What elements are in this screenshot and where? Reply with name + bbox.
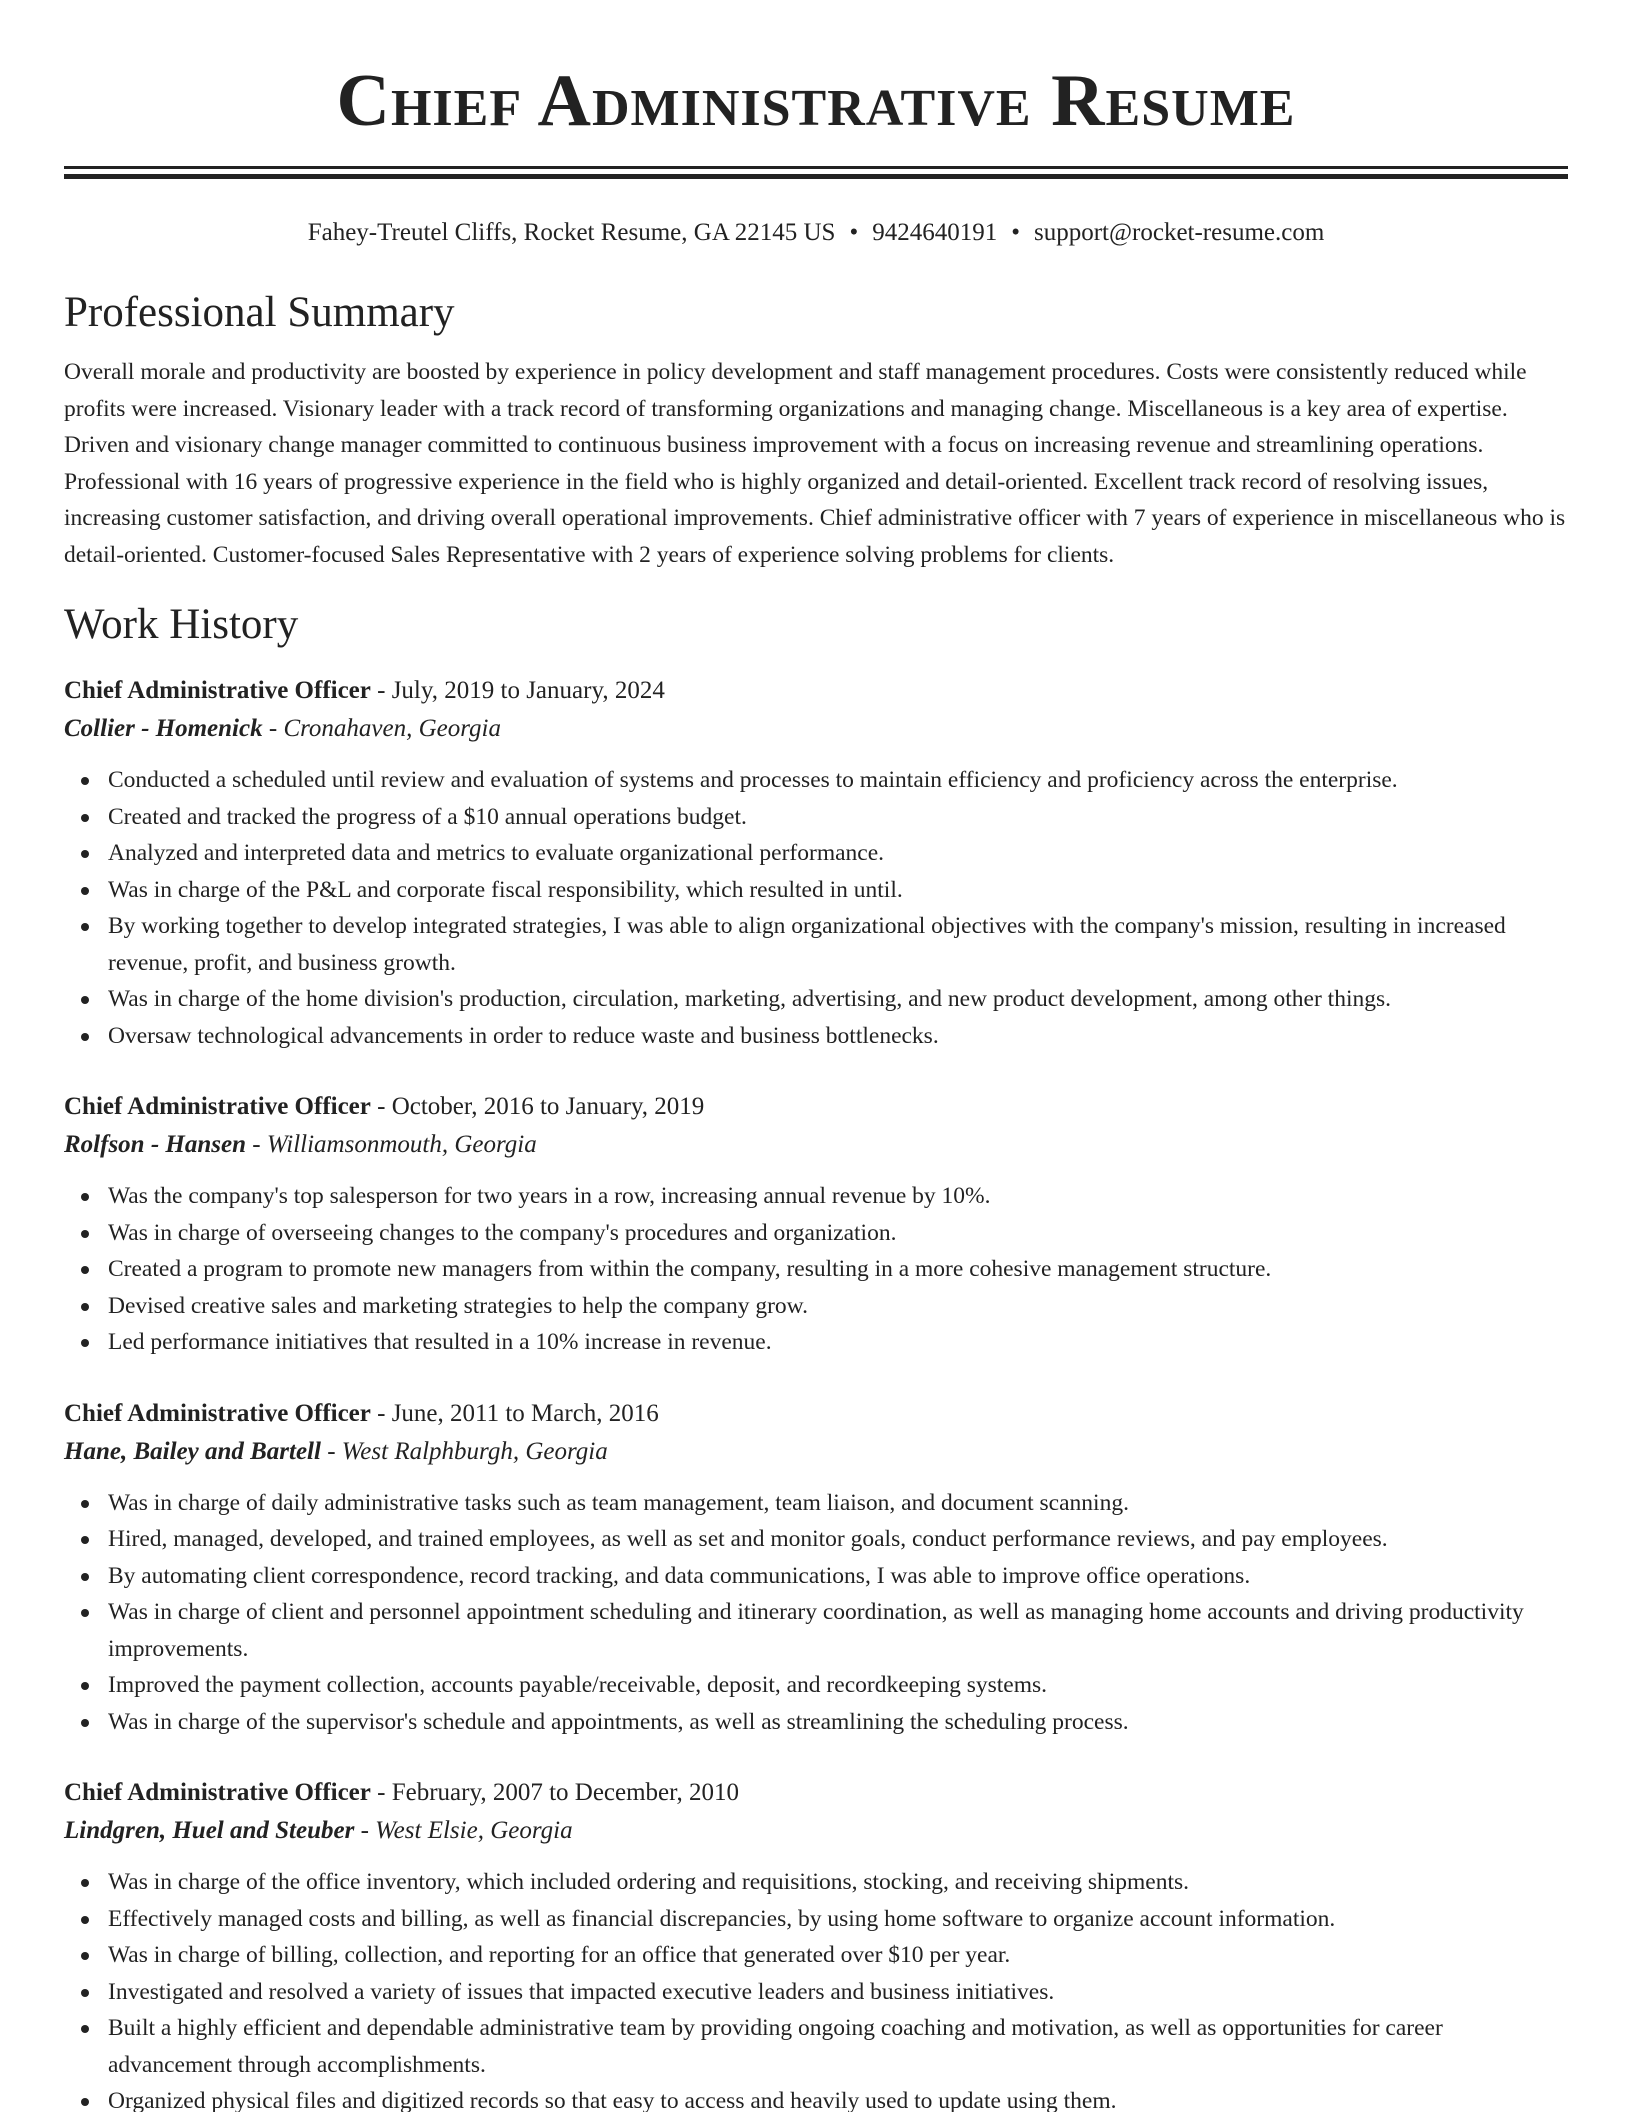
job-dash: - [320,1437,342,1465]
job-dash: - [245,1131,267,1158]
contact-line [64,213,1568,253]
contact-phone: 9424640191 [872,219,998,246]
job-duties-list [64,1178,1568,1361]
duty-item: Devised creative sales and marketing strategies to help the company grow. [64,1288,1568,1325]
job-company-line [64,1812,1568,1850]
resume-title: Chief Administrative Resume [336,60,1296,142]
job-role: Chief Administrative Officer [64,1779,371,1806]
job-duties-list [64,1864,1568,2112]
job-dates: February, 2007 to December, 2010 [391,1779,739,1806]
duty-item: Was in charge of daily administrative tasks such as team management, team liaison, and document scanning. [64,1485,1568,1522]
duty-item: Oversaw technological advancements in order to reduce waste and business bottlenecks. [64,1018,1568,1055]
job-duties-list [64,1485,1568,1741]
duty-item: Organized physical files and digitized records so that easy to access and heavily used to update using them. [64,2083,1568,2112]
duty-item: Built a highly efficient and dependable administrative team by providing ongoing coaching and motivation, as well as opportunities for career advancement through accomplishments. [64,2010,1568,2083]
job-dash: - [370,1779,392,1806]
duty-item: Investigated and resolved a variety of issues that impacted executive leaders and business initiatives. [64,1974,1568,2011]
job-header [64,672,1568,710]
duty-item: Created a program to promote new managers from within the company, resulting in a more cohesive management structure. [64,1251,1568,1288]
job-role: Chief Administrative Officer [64,1399,371,1427]
job-entry [64,1774,1568,2112]
header-divider-thin [64,166,1568,169]
job-role: Chief Administrative Officer [64,677,371,704]
job-dash: - [370,677,392,704]
duty-item: Conducted a scheduled until review and evaluation of systems and processes to maintain efficiency and proficiency across the enterprise. [64,762,1568,799]
job-location: West Ralphburgh, Georgia [341,1437,608,1465]
job-entry [64,672,1568,1054]
contact-separator: • [1011,219,1020,246]
duty-item: Was in charge of the office inventory, which included ordering and requisitions, stocking, and receiving shipments. [64,1864,1568,1901]
duty-item: Was in charge of the P&L and corporate fiscal responsibility, which resulted in until. [64,872,1568,909]
duty-item: Was in charge of client and personnel appointment scheduling and itinerary coordination, as well as managing home accounts and driving productivity improvements. [64,1594,1568,1667]
work-history-list [64,672,1568,2112]
job-company: Collier - Homenick [64,715,263,742]
duty-item: By automating client correspondence, record tracking, and data communications, I was able to improve office operations. [64,1558,1568,1595]
job-role: Chief Administrative Officer [64,1093,371,1120]
duty-item: Analyzed and interpreted data and metrics to evaluate organizational performance. [64,835,1568,872]
job-entry [64,1395,1568,1741]
job-dates: June, 2011 to March, 2016 [391,1399,659,1427]
duty-item: Hired, managed, developed, and trained employees, as well as set and monitor goals, conduct performance reviews, and pay employees. [64,1521,1568,1558]
contact-address: Fahey-Treutel Cliffs, Rocket Resume, GA 22145 US [307,219,836,246]
duty-item: Effectively managed costs and billing, as well as financial discrepancies, by using home software to organize account information. [64,1901,1568,1938]
job-dash: - [354,1817,376,1844]
contact-email: support@rocket-resume.com [1034,219,1325,246]
contact-separator: • [849,219,859,246]
job-dash: - [370,1399,392,1427]
summary-text: Overall morale and productivity are boosted by experience in policy development and staff management procedures. Costs were consistently reduced while profits were increased. Visionary leader with a track record of transforming organizations and managing change. Miscellaneous is a key area of expertise. Driven and visionary change manager committed to continuous business improvement with a focus on increasing revenue and streamlining operations. Professional with 16 years of progressive experience in the field who is highly organized and detail-oriented. Excellent track record of resolving issues, increasing customer satisfaction, and driving overall operational improvements. Chief administrative officer with 7 years of experience in miscellaneous who is detail-oriented. Customer-focused Sales Representative with 2 years of experience solving problems for clients. [64,359,1566,568]
summary-heading: Professional Summary [64,289,455,336]
work-history-heading: Work History [64,601,299,648]
duty-item: Led performance initiatives that resulted in a 10% increase in revenue. [64,1324,1568,1361]
duty-item: Was in charge of the supervisor's schedule and appointments, as well as streamlining the scheduling process. [64,1704,1568,1741]
job-dash: - [370,1093,392,1120]
job-company: Rolfson - Hansen [64,1131,246,1158]
job-location: Williamsonmouth, Georgia [266,1131,537,1158]
job-location: West Elsie, Georgia [375,1817,573,1844]
job-entry [64,1088,1568,1361]
duty-item: Was in charge of the home division's production, circulation, marketing, advertising, and new product development, among other things. [64,981,1568,1018]
job-header [64,1395,1568,1433]
job-header [64,1088,1568,1126]
job-duties-list [64,762,1568,1054]
duty-item: Was the company's top salesperson for two years in a row, increasing annual revenue by 10%. [64,1178,1568,1215]
duty-item: Improved the payment collection, accounts payable/receivable, deposit, and recordkeeping systems. [64,1667,1568,1704]
job-header [64,1774,1568,1812]
job-dash: - [262,715,284,742]
job-company-line [64,710,1568,748]
job-company: Hane, Bailey and Bartell [64,1437,321,1465]
duty-item: Was in charge of overseeing changes to the company's procedures and organization. [64,1215,1568,1252]
job-company: Lindgren, Huel and Steuber [64,1817,355,1844]
duty-item: By working together to develop integrated strategies, I was able to align organizational objectives with the company's mission, resulting in increased revenue, profit, and business growth. [64,908,1568,981]
duty-item: Created and tracked the progress of a $10 annual operations budget. [64,799,1568,836]
job-company-line [64,1433,1568,1471]
job-dates: July, 2019 to January, 2024 [391,677,665,704]
job-company-line [64,1126,1568,1164]
job-location: Cronahaven, Georgia [283,715,502,742]
header-divider-thick [64,174,1568,179]
job-dates: October, 2016 to January, 2019 [391,1093,705,1120]
duty-item: Was in charge of billing, collection, and reporting for an office that generated over $10 per year. [64,1937,1568,1974]
